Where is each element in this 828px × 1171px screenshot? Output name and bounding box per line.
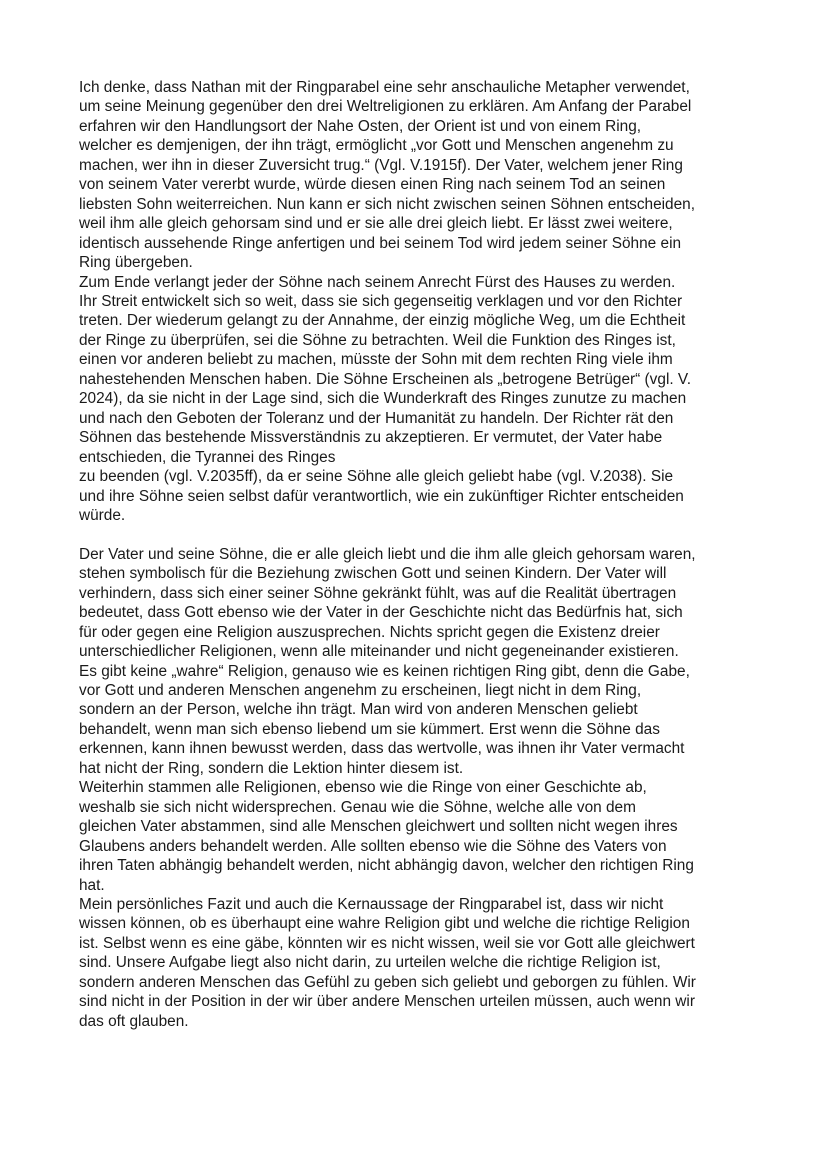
text-line: Es gibt keine „wahre“ Religion, genauso wie es keinen richtigen Ring gibt, denn die Gabe, bbox=[79, 662, 690, 680]
text-line: unterschiedlicher Religionen, wenn alle miteinander und nicht gegeneinander existieren. bbox=[79, 643, 679, 661]
text-line: Der Vater und seine Söhne, die er alle gleich liebt und die ihm alle gleich gehorsam waren, bbox=[79, 545, 696, 563]
text-line: weshalb sie sich nicht widersprechen. Genau wie die Söhne, welche alle von dem bbox=[79, 798, 636, 816]
text-line: sondern an der Person, welche ihn trägt. Man wird von anderen Menschen geliebt bbox=[79, 701, 638, 719]
section-retelling bbox=[79, 78, 769, 525]
text-line: einen vor anderen beliebt zu machen, müsste der Sohn mit dem rechten Ring viele ihm bbox=[79, 351, 673, 369]
text-line: Söhnen das bestehende Missverständnis zu akzeptieren. Er vermutet, der Vater habe bbox=[79, 429, 663, 447]
text-line: Zum Ende verlangt jeder der Söhne nach seinem Anrecht Fürst des Hauses zu werden. bbox=[79, 273, 676, 291]
text-line: erkennen, kann ihnen bewusst werden, dass das wertvolle, was ihnen ihr Vater vermacht bbox=[79, 740, 685, 758]
paragraph-gap bbox=[79, 525, 769, 544]
text-line: und ihre Söhne seien selbst dafür verantwortlich, wie ein zukünftiger Richter entscheiden bbox=[79, 487, 684, 505]
text-line: Ring übergeben. bbox=[79, 254, 193, 272]
text-line: identisch aussehende Ringe anfertigen und bei seinem Tod wird jedem seiner Söhne ein bbox=[79, 234, 682, 252]
text-line: gleichen Vater abstammen, sind alle Menschen gleichwert und sollten nicht wegen ihres bbox=[79, 818, 678, 836]
text-line: ist. Selbst wenn es eine gäbe, könnten wir es nicht wissen, weil sie vor Gott alle gleichwert bbox=[79, 934, 695, 952]
text-line: das oft glauben. bbox=[79, 1012, 189, 1030]
text-line: sind nicht in der Position in der wir über andere Menschen urteilen müssen, auch wenn wir bbox=[79, 993, 695, 1011]
text-line: hat. bbox=[79, 876, 105, 894]
text-line: Glaubens anders behandelt werden. Alle sollten ebenso wie die Söhne des Vaters von bbox=[79, 837, 667, 855]
text-line: von seinem Vater vererbt wurde, würde diesen einen Ring nach seinem Tod an seinen bbox=[79, 176, 666, 194]
text-line: welcher es demjenigen, der ihn trägt, ermöglicht „vor Gott und Menschen angenehm zu bbox=[79, 137, 674, 155]
text-line: sind. Unsere Aufgabe liegt also nicht darin, zu urteilen welche die richtige Religion ist, bbox=[79, 954, 661, 972]
text-line: Ihr Streit entwickelt sich so weit, dass sie sich gegenseitig verklagen und vor den Richter bbox=[79, 292, 683, 310]
text-line: entschieden, die Tyrannei des Ringes bbox=[79, 448, 336, 466]
text-line: liebsten Sohn weiterreichen. Nun kann er sich nicht zwischen seinen Söhnen entscheiden, bbox=[79, 195, 696, 213]
text-line: zu beenden (vgl. V.2035ff), da er seine Söhne alle gleich geliebt habe (vgl. V.2038). Sie bbox=[79, 468, 674, 486]
text-line: behandelt, wenn man sich ebenso liebend um sie kümmert. Erst wenn die Söhne das bbox=[79, 720, 660, 738]
text-line: der Ringe zu überprüfen, sei die Söhne zu betrachten. Weil die Funktion des Ringes ist, bbox=[79, 331, 676, 349]
text-line: verhindern, dass sich einer seiner Söhne gekränkt fühlt, was auf die Realität übertragen bbox=[79, 584, 677, 602]
text-line: vor Gott und anderen Menschen angenehm zu erscheinen, liegt nicht in dem Ring, bbox=[79, 682, 642, 700]
text-line: ihren Taten abhängig behandelt werden, nicht abhängig davon, welcher den richtigen Ring bbox=[79, 857, 694, 875]
text-line: würde. bbox=[79, 506, 126, 524]
document-page bbox=[79, 78, 769, 1031]
text-line: treten. Der wiederum gelangt zu der Annahme, der einzig mögliche Weg, um die Echtheit bbox=[79, 312, 686, 330]
text-line: machen, wer ihn in dieser Zuversicht trug.“ (Vgl. V.1915f). Der Vater, welchem jener Ring bbox=[79, 156, 683, 174]
section-interpretation bbox=[79, 545, 769, 1031]
text-line: bedeutet, dass Gott ebenso wie der Vater in der Geschichte nicht das Bedürfnis hat, sich bbox=[79, 604, 683, 622]
text-line: sondern anderen Menschen das Gefühl zu geben sich geliebt und geborgen zu fühlen. Wir bbox=[79, 973, 696, 991]
text-line: und nach den Geboten der Toleranz und der Humanität zu handeln. Der Richter rät den bbox=[79, 409, 674, 427]
text-line: stehen symbolisch für die Beziehung zwischen Gott und seinen Kindern. Der Vater will bbox=[79, 565, 667, 583]
text-line: weil ihm alle gleich gehorsam sind und er sie alle drei gleich liebt. Er lässt zwei weitere, bbox=[79, 215, 673, 233]
text-line: 2024), da sie nicht in der Lage sind, sich die Wunderkraft des Ringes zunutze zu machen bbox=[79, 390, 687, 408]
text-line: um seine Meinung gegenüber den drei Weltreligionen zu erklären. Am Anfang der Parabel bbox=[79, 98, 692, 116]
text-line: wissen können, ob es überhaupt eine wahre Religion gibt und welche die richtige Religion bbox=[79, 915, 690, 933]
text-line: erfahren wir den Handlungsort der Nahe Osten, der Orient ist und von einem Ring, bbox=[79, 117, 642, 135]
text-line: Mein persönliches Fazit und auch die Kernaussage der Ringparabel ist, dass wir nicht bbox=[79, 896, 664, 914]
text-line: für oder gegen eine Religion auszusprechen. Nichts spricht gegen die Existenz dreier bbox=[79, 623, 660, 641]
text-line: Weiterhin stammen alle Religionen, ebenso wie die Ringe von einer Geschichte ab, bbox=[79, 779, 647, 797]
text-line: nahestehenden Menschen haben. Die Söhne Erscheinen als „betrogene Betrüger“ (vgl. V. bbox=[79, 370, 692, 388]
text-line: Ich denke, dass Nathan mit der Ringparabel eine sehr anschauliche Metapher verwendet, bbox=[79, 79, 690, 96]
text-line: hat nicht der Ring, sondern die Lektion hinter diesem ist. bbox=[79, 759, 464, 777]
